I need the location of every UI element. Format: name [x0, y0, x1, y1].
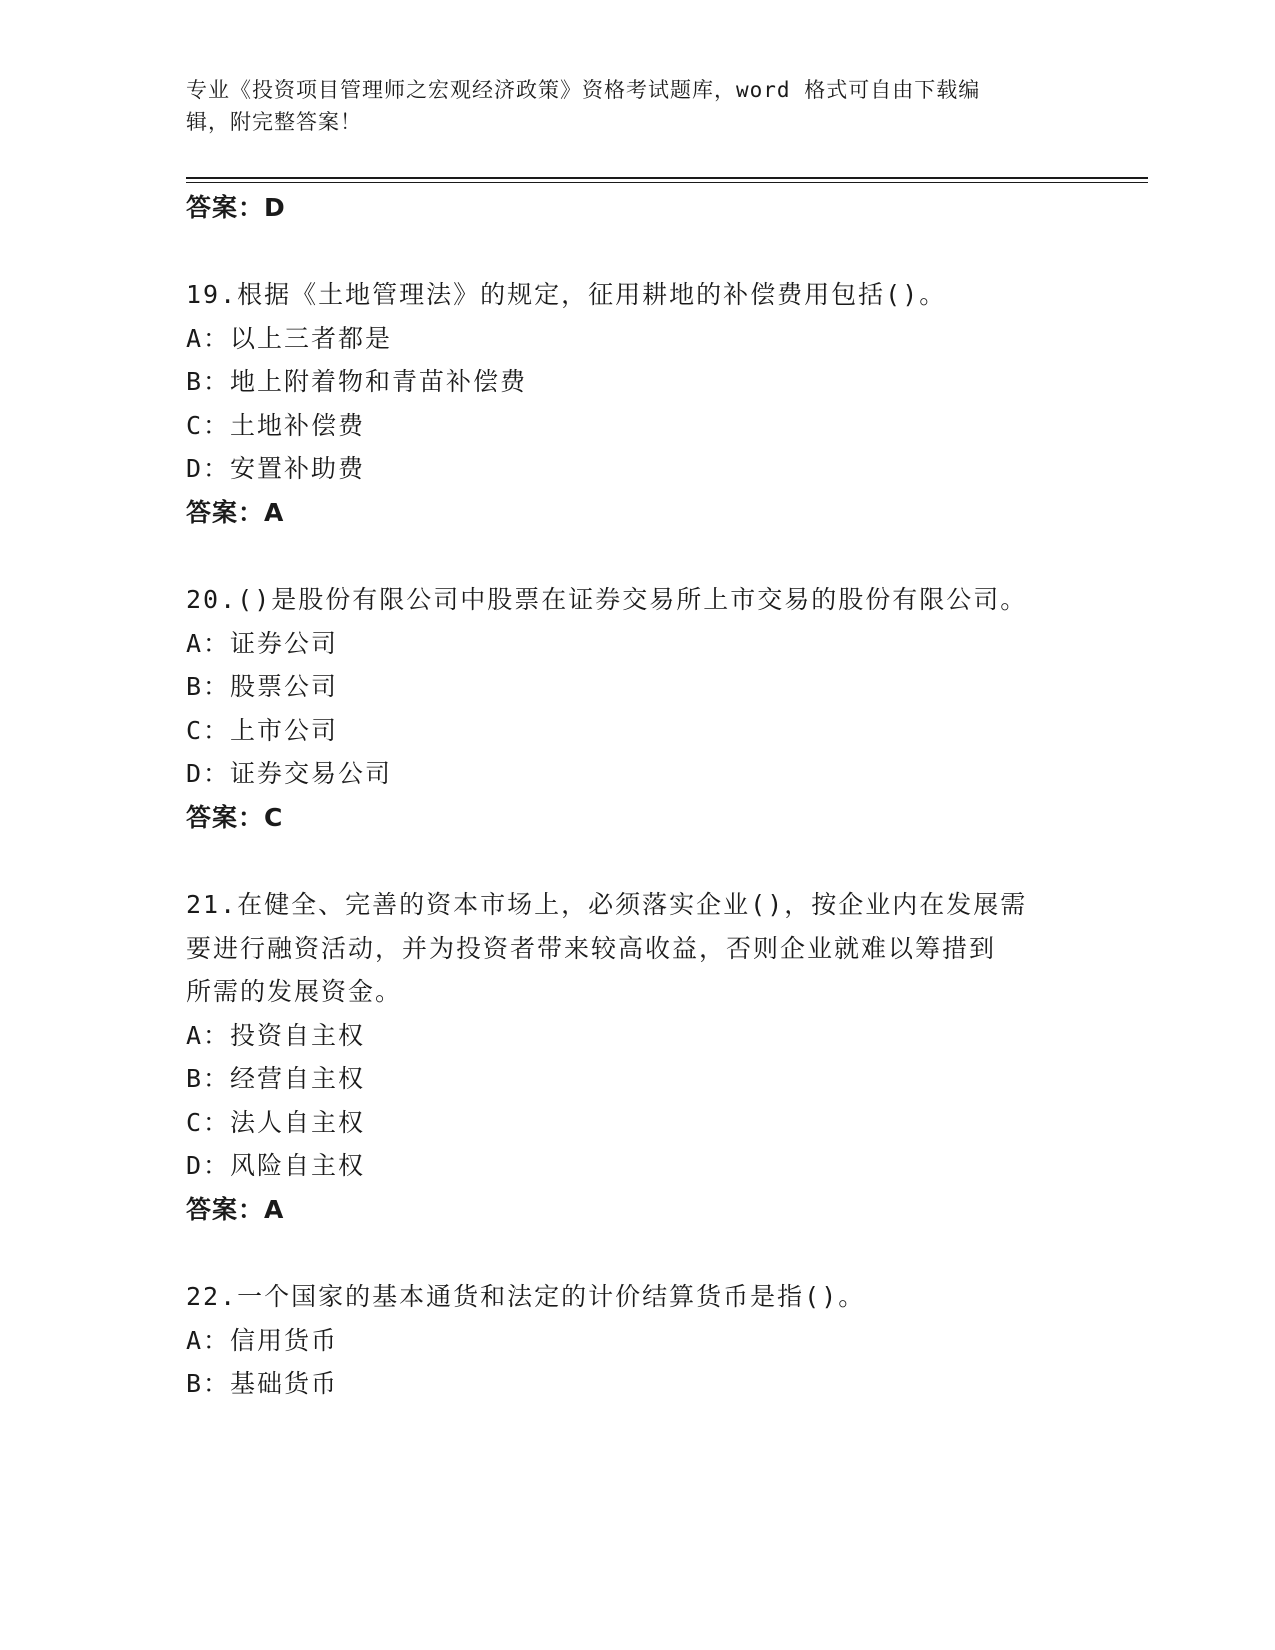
question-20-option-b: B：股票公司: [186, 672, 339, 701]
header-rule-thick: [186, 177, 1148, 179]
question-19-answer: 答案：A: [186, 498, 285, 527]
question-19-option-b: B：地上附着物和青苗补偿费: [186, 367, 528, 396]
header-line-2: 辑，附完整答案！: [186, 110, 362, 134]
header-line-1: 专业《投资项目管理师之宏观经济政策》资格考试题库，word 格式可自由下载编: [186, 78, 981, 102]
question-22-option-a: A：信用货币: [186, 1326, 339, 1355]
previous-answer: 答案：D: [186, 193, 286, 222]
question-21-option-b: B：经营自主权: [186, 1064, 366, 1093]
header-rule-thin: [186, 182, 1148, 183]
question-21-option-a: A：投资自主权: [186, 1021, 366, 1050]
question-19-option-d: D：安置补助费: [186, 454, 366, 483]
document-header: [186, 74, 1086, 138]
question-21-stem-line-3: 所需的发展资金。: [186, 977, 403, 1006]
question-20-option-d: D：证券交易公司: [186, 759, 393, 788]
question-21-answer: 答案：A: [186, 1195, 285, 1224]
question-22-option-b: B：基础货币: [186, 1369, 339, 1398]
question-19-stem: 19.根据《土地管理法》的规定，征用耕地的补偿费用包括()。: [186, 280, 947, 309]
question-19-option-a: A：以上三者都是: [186, 324, 393, 353]
question-21-stem-line-2: 要进行融资活动，并为投资者带来较高收益，否则企业就难以筹措到: [186, 934, 997, 963]
question-20-answer: 答案：C: [186, 803, 284, 832]
question-19-option-c: C：土地补偿费: [186, 411, 366, 440]
question-21-option-d: D：风险自主权: [186, 1151, 366, 1180]
question-21-stem-line-1: 21.在健全、完善的资本市场上，必须落实企业()，按企业内在发展需: [186, 890, 1028, 919]
question-20-option-c: C：上市公司: [186, 716, 339, 745]
question-20-option-a: A：证券公司: [186, 629, 339, 658]
question-20-stem: 20.()是股份有限公司中股票在证券交易所上市交易的股份有限公司。: [186, 585, 1028, 614]
question-22-stem: 22.一个国家的基本通货和法定的计价结算货币是指()。: [186, 1282, 866, 1311]
question-21-option-c: C：法人自主权: [186, 1108, 366, 1137]
